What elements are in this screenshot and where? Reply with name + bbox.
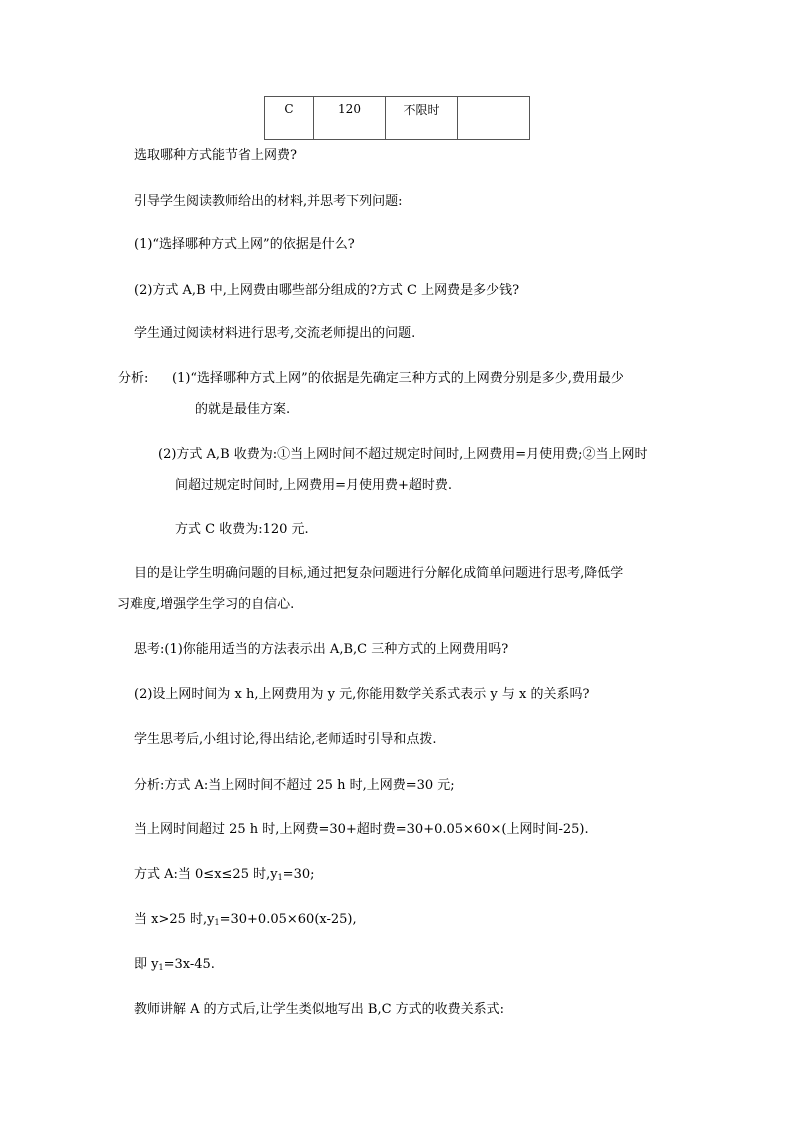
- table-cell-extra: [458, 97, 530, 140]
- table-row: [265, 97, 530, 140]
- analysis-2-line1: (2)方式 A,B 收费为:①当上网时间不超过规定时间时,上网费用=月使用费;②当上网时: [158, 447, 648, 462]
- formula-2: 当 x>25 时$,y_1=30+0.05\times 60(x-25)$,: [134, 912, 357, 927]
- guide-paragraph: 引导学生阅读教师给出的材料,并思考下列问题:: [134, 194, 403, 209]
- think-2: (2)设上网时间为 x h,上网费用为 y 元,你能用数学关系式表示 y 与 x 的关系吗?: [134, 687, 590, 702]
- question-paragraph: 选取哪种方式能节省上网费?: [134, 148, 297, 163]
- think-1: 思考:(1)你能用适当的方法表示出 A,B,C 三种方式的上网费用吗?: [134, 642, 509, 657]
- analysis-a: 分析:方式 A:当上网时间不超过 25 h 时,上网费=30 元;: [134, 778, 455, 793]
- analysis-label: 分析:: [118, 371, 149, 386]
- goal-line1: 目的是让学生明确问题的目标,通过把复杂问题进行分解化成简单问题进行思考,降低学: [134, 566, 624, 581]
- table-cell-plan: C: [265, 97, 314, 140]
- analysis-1-line1: (1)“选择哪种方式上网”的依据是先确定三种方式的上网费分别是多少,费用最少: [172, 371, 624, 386]
- question-1: (1)“选择哪种方式上网”的依据是什么?: [134, 237, 355, 252]
- fee-table: [264, 96, 530, 140]
- analysis-1-line2: 的就是最佳方案.: [195, 402, 291, 417]
- discussion: 学生思考后,小组讨论,得出结论,老师适时引导和点拨.: [134, 732, 437, 747]
- question-2: (2)方式 A,B 中,上网费由哪些部分组成的?方式 C 上网费是多少钱?: [134, 283, 520, 298]
- table-cell-time: 不限时: [386, 97, 458, 140]
- analysis-2-line2: 间超过规定时间时,上网费用=月使用费+超时费.: [175, 478, 453, 493]
- table-cell-fee: 120: [314, 97, 386, 140]
- formula-1: 方式 A:当 0≤x≤25 时$,y_1=30$;: [134, 867, 315, 882]
- goal-line2: 习难度,增强学生学习的自信心.: [117, 597, 295, 612]
- analysis-3: 方式 C 收费为:120 元.: [175, 522, 309, 537]
- closing-paragraph: 教师讲解 A 的方式后,让学生类似地写出 B,C 方式的收费关系式:: [134, 1002, 505, 1017]
- student-activity: 学生通过阅读材料进行思考,交流老师提出的问题.: [134, 326, 416, 341]
- formula-3: 即 $y_1=3x-45$.: [134, 957, 215, 972]
- overtime-formula: 当上网时间超过 25 h 时,上网费=30+超时费=30+0.05×60×(上网时间-25).: [134, 822, 589, 837]
